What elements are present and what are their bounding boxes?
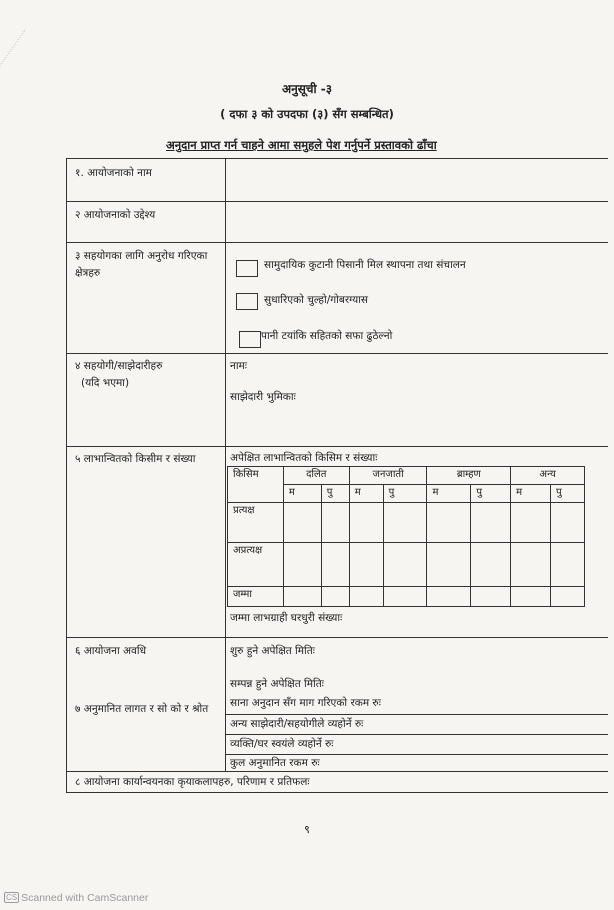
table-cell[interactable] xyxy=(349,587,383,607)
project-objective-field[interactable] xyxy=(230,207,600,237)
beneficiary-table xyxy=(227,466,585,607)
row-separator xyxy=(67,792,608,793)
self-amount-label: व्यक्ति/घर स्वयंले व्यहोर्ने रुः xyxy=(230,738,334,750)
project-name-field[interactable] xyxy=(230,165,600,195)
beneficiary-caption: अपेक्षित लाभान्वितको किसिम र संख्याः xyxy=(230,452,378,464)
partners-if-any: (यदि भएमा) xyxy=(81,377,130,389)
partner-amount-label: अन्य साझेदारी/सहयोगीले व्यहोर्ने रुः xyxy=(230,718,364,730)
total-row-label: जम्मा xyxy=(228,587,284,607)
row-separator xyxy=(67,201,608,202)
indirect-row-label: अप्रत्यक्ष xyxy=(228,543,284,587)
project-name-label: १. आयोजनाको नाम xyxy=(75,167,152,179)
checkbox-toilet[interactable] xyxy=(239,331,261,348)
schedule-heading: अनुसूची -३ xyxy=(281,82,333,96)
male-header: पु xyxy=(471,485,511,503)
scan-watermark xyxy=(4,892,148,904)
female-header: म xyxy=(427,485,471,503)
area-toilet-label: पानी टयांकि सहितको सफा ढुठेल्नो xyxy=(261,330,393,342)
male-header: पु xyxy=(321,485,349,503)
total-amount-label: कुल अनुमानित रकम रुः xyxy=(230,757,320,769)
section-reference: ( दफा ३ को उपदफा (३) सँग सम्बन्धित) xyxy=(220,107,394,121)
table-row xyxy=(228,503,585,543)
area-mill-label: सामुदायिक कुटानी पिसानी मिल स्थापना तथा संचालन xyxy=(264,259,466,271)
female-header: म xyxy=(283,485,321,503)
partners-label: ४ सहयोगी/साझेदारीहरु xyxy=(75,360,163,372)
table-cell[interactable] xyxy=(427,587,471,607)
table-cell[interactable] xyxy=(471,503,511,543)
area-stove-label: सुधारिएको चुल्हो/गोबरग्यास xyxy=(264,294,369,306)
start-date-label: शुरु हुने अपेक्षित मितिः xyxy=(230,645,315,657)
table-cell[interactable] xyxy=(283,543,321,587)
support-areas-label: ३ सहयोगका लागि अनुरोध गरिएका क्षेत्रहरु xyxy=(75,250,208,279)
watermark-text: Scanned with CamScanner xyxy=(21,892,149,904)
table-cell[interactable] xyxy=(427,543,471,587)
table-cell[interactable] xyxy=(283,587,321,607)
brahmin-header: ब्राम्हण xyxy=(427,467,511,485)
table-cell[interactable] xyxy=(551,543,585,587)
duration-label: ६ आयोजना अवधि xyxy=(75,645,147,657)
janajati-header: जनजाती xyxy=(349,467,427,485)
table-cell[interactable] xyxy=(471,543,511,587)
dalit-header: दलित xyxy=(283,467,349,485)
project-objective-label: २ आयोजनाको उद्देश्य xyxy=(75,209,156,221)
column-divider xyxy=(225,159,226,771)
table-cell[interactable] xyxy=(427,503,471,543)
partner-name-label: नामः xyxy=(230,360,247,372)
partner-role-label: साझेदारी भुमिकाः xyxy=(230,391,296,403)
households-label: जम्मा लाभग्राही घरधुरी संख्याः xyxy=(230,612,343,624)
row-separator xyxy=(67,637,608,638)
male-header: पु xyxy=(383,485,427,503)
cost-label: ७ अनुमानित लागत र सो को र श्रोत xyxy=(75,703,209,715)
table-cell[interactable] xyxy=(349,503,383,543)
row-separator xyxy=(67,771,608,772)
direct-row-label: प्रत्यक्ष xyxy=(228,503,284,543)
other-header: अन्य xyxy=(511,467,585,485)
checkbox-mill[interactable] xyxy=(236,260,258,277)
table-cell[interactable] xyxy=(511,543,551,587)
table-cell[interactable] xyxy=(511,587,551,607)
table-cell[interactable] xyxy=(383,587,427,607)
table-cell[interactable] xyxy=(321,587,349,607)
requested-amount-label: साना अनुदान सँग माग गरिएको रकम रुः xyxy=(230,697,381,709)
cost-line xyxy=(225,734,608,735)
table-cell[interactable] xyxy=(471,587,511,607)
table-row xyxy=(228,587,585,607)
activities-label: ८ आयोजना कार्यान्वयनका कृयाकलापहरु, परिणाम र प्रतिफलः xyxy=(75,776,310,788)
table-cell[interactable] xyxy=(283,503,321,543)
table-cell[interactable] xyxy=(321,543,349,587)
table-cell[interactable] xyxy=(349,543,383,587)
table-cell[interactable] xyxy=(383,503,427,543)
row-separator xyxy=(67,353,608,354)
end-date-label: सम्पन्न हुने अपेक्षित मितिः xyxy=(230,678,324,690)
table-cell[interactable] xyxy=(383,543,427,587)
page-number: ९ xyxy=(304,823,310,836)
female-header: म xyxy=(349,485,383,503)
female-header: म xyxy=(511,485,551,503)
table-cell[interactable] xyxy=(321,503,349,543)
camscanner-logo-icon: CS xyxy=(6,893,18,902)
type-header: किसिम xyxy=(228,467,284,503)
cost-line xyxy=(225,714,608,715)
checkbox-stove[interactable] xyxy=(236,293,258,310)
table-cell[interactable] xyxy=(511,503,551,543)
male-header: पु xyxy=(551,485,585,503)
beneficiaries-label: ५ लाभान्वितको किसीम र संख्या xyxy=(75,453,196,465)
form-title: अनुदान प्राप्त गर्न चाहने आमा समुहले पेश गर्नुपर्ने प्रस्तावको ढाँचा xyxy=(166,138,437,152)
table-row xyxy=(228,543,585,587)
table-cell[interactable] xyxy=(551,587,585,607)
row-separator xyxy=(67,446,608,447)
row-separator xyxy=(67,242,608,243)
table-cell[interactable] xyxy=(551,503,585,543)
